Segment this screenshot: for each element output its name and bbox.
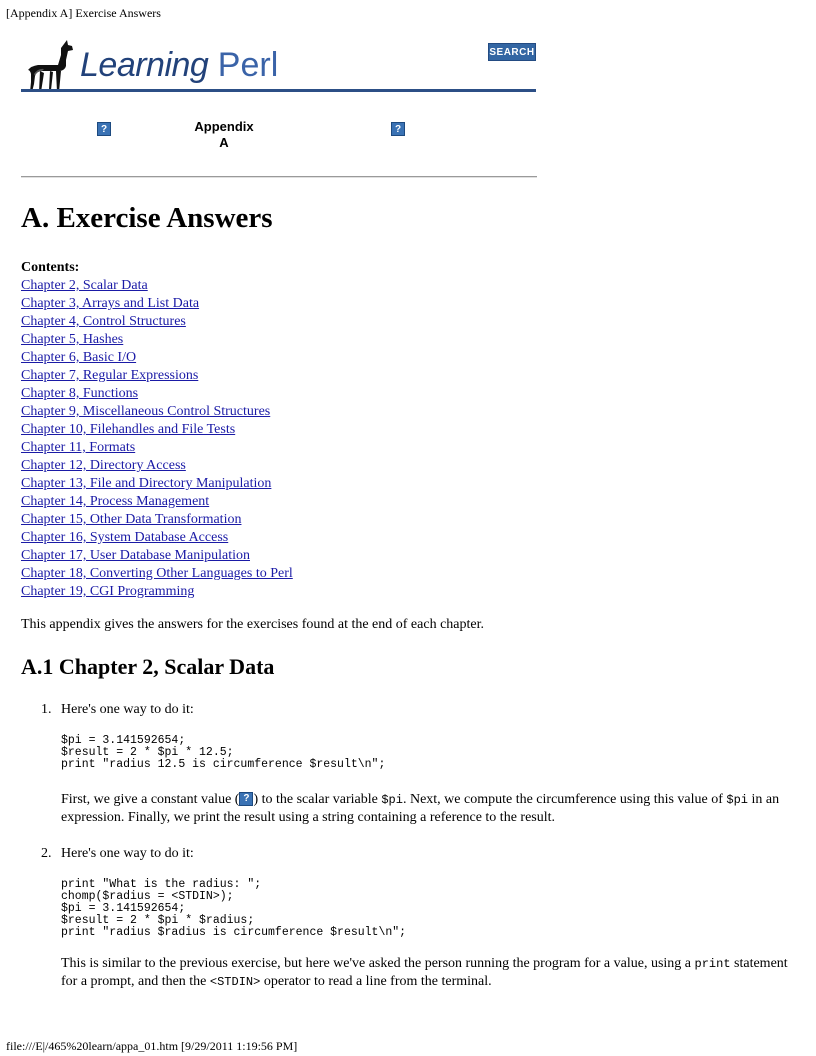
contents-link-chapter-10[interactable]: Chapter 10, Filehandles and File Tests [21, 422, 236, 437]
contents-heading: Contents: [21, 260, 80, 275]
contents-link-chapter-12[interactable]: Chapter 12, Directory Access [21, 458, 186, 473]
contents-link-chapter-8[interactable]: Chapter 8, Functions [21, 386, 139, 401]
text-segment: . Next, we compute the circumference using this value of [402, 792, 727, 807]
header-divider [21, 89, 536, 92]
exercise-explanation [61, 955, 801, 991]
contents-link-chapter-6[interactable]: Chapter 6, Basic I/O [21, 350, 137, 365]
contents-link-chapter-14[interactable]: Chapter 14, Process Management [21, 494, 210, 509]
text-segment: This is similar to the previous exercise, but here we've asked the person running the program for a value, using a [61, 956, 695, 971]
inline-code: $pi [381, 793, 403, 807]
contents-link-chapter-4[interactable]: Chapter 4, Control Structures [21, 314, 186, 329]
contents-link-chapter-2[interactable]: Chapter 2, Scalar Data [21, 278, 148, 293]
next-page-icon[interactable]: ? [391, 122, 405, 136]
pi-value-icon: ? [239, 792, 253, 806]
previous-page-icon[interactable]: ? [97, 122, 111, 136]
nav-label-line1: Appendix [194, 119, 254, 134]
contents-link-chapter-11[interactable]: Chapter 11, Formats [21, 440, 136, 455]
inline-code: $pi [726, 793, 749, 807]
print-footer-path: file:///E|/465%20learn/appa_01.htm [9/29/2011 1:19:56 PM] [6, 1039, 298, 1053]
contents-link-chapter-3[interactable]: Chapter 3, Arrays and List Data [21, 296, 200, 311]
inline-code: print [694, 957, 731, 971]
contents-link-chapter-18[interactable]: Chapter 18, Converting Other Languages to Perl [21, 566, 293, 581]
contents-link-chapter-17[interactable]: Chapter 17, User Database Manipulation [21, 548, 250, 563]
logo-word-learning: Learning [80, 46, 209, 84]
exercise-number: 1. [41, 702, 52, 717]
contents-link-chapter-15[interactable]: Chapter 15, Other Data Transformation [21, 512, 242, 527]
contents-link-chapter-13[interactable]: Chapter 13, File and Directory Manipulation [21, 476, 272, 491]
contents-list [21, 259, 293, 601]
text-segment: ) to the scalar variable [253, 792, 382, 807]
code-block: $pi = 3.141592654; $result = 2 * $pi * 12.5; print "radius 12.5 is circumference $result\n"; [61, 734, 386, 771]
exercise-number: 2. [41, 846, 52, 861]
contents-link-chapter-7[interactable]: Chapter 7, Regular Expressions [21, 368, 199, 383]
logo-wordmark [80, 46, 278, 85]
text-segment: in an expression. Finally, we print the result using a string containing a reference to the result. [61, 792, 780, 825]
section-title: A.1 Chapter 2, Scalar Data [21, 654, 275, 679]
text-segment: operator to read a line from the terminal. [260, 974, 492, 989]
exercise-explanation [61, 791, 801, 827]
search-button[interactable]: SEARCH [488, 43, 536, 61]
print-header-title: [Appendix A] Exercise Answers [6, 6, 161, 20]
code-block: print "What is the radius: "; chomp($radius = <STDIN>); $pi = 3.141592654; $result = 2 * $pi * $radius; print "radius $radius is circumference $result\n"; [61, 878, 407, 939]
contents-link-chapter-5[interactable]: Chapter 5, Hashes [21, 332, 124, 347]
contents-link-chapter-9[interactable]: Chapter 9, Miscellaneous Control Structures [21, 404, 271, 419]
page-title: A. Exercise Answers [21, 202, 273, 234]
intro-paragraph: This appendix gives the answers for the exercises found at the end of each chapter. [21, 617, 484, 632]
text-segment: statement for a prompt, and then the [61, 956, 788, 989]
exercise-lead: Here's one way to do it: [61, 846, 194, 861]
learning-perl-logo[interactable] [28, 40, 288, 92]
contents-link-chapter-19[interactable]: Chapter 19, CGI Programming [21, 584, 195, 599]
logo-word-perl: Perl [217, 46, 279, 84]
llama-icon [28, 40, 80, 94]
text-segment: First, we give a constant value ( [61, 792, 240, 807]
inline-code: <STDIN> [209, 975, 261, 989]
contents-link-chapter-16[interactable]: Chapter 16, System Database Access [21, 530, 229, 545]
nav-appendix-label [182, 119, 266, 151]
nav-divider [21, 176, 537, 178]
exercise-lead: Here's one way to do it: [61, 702, 194, 717]
nav-label-line2: A [219, 135, 229, 150]
